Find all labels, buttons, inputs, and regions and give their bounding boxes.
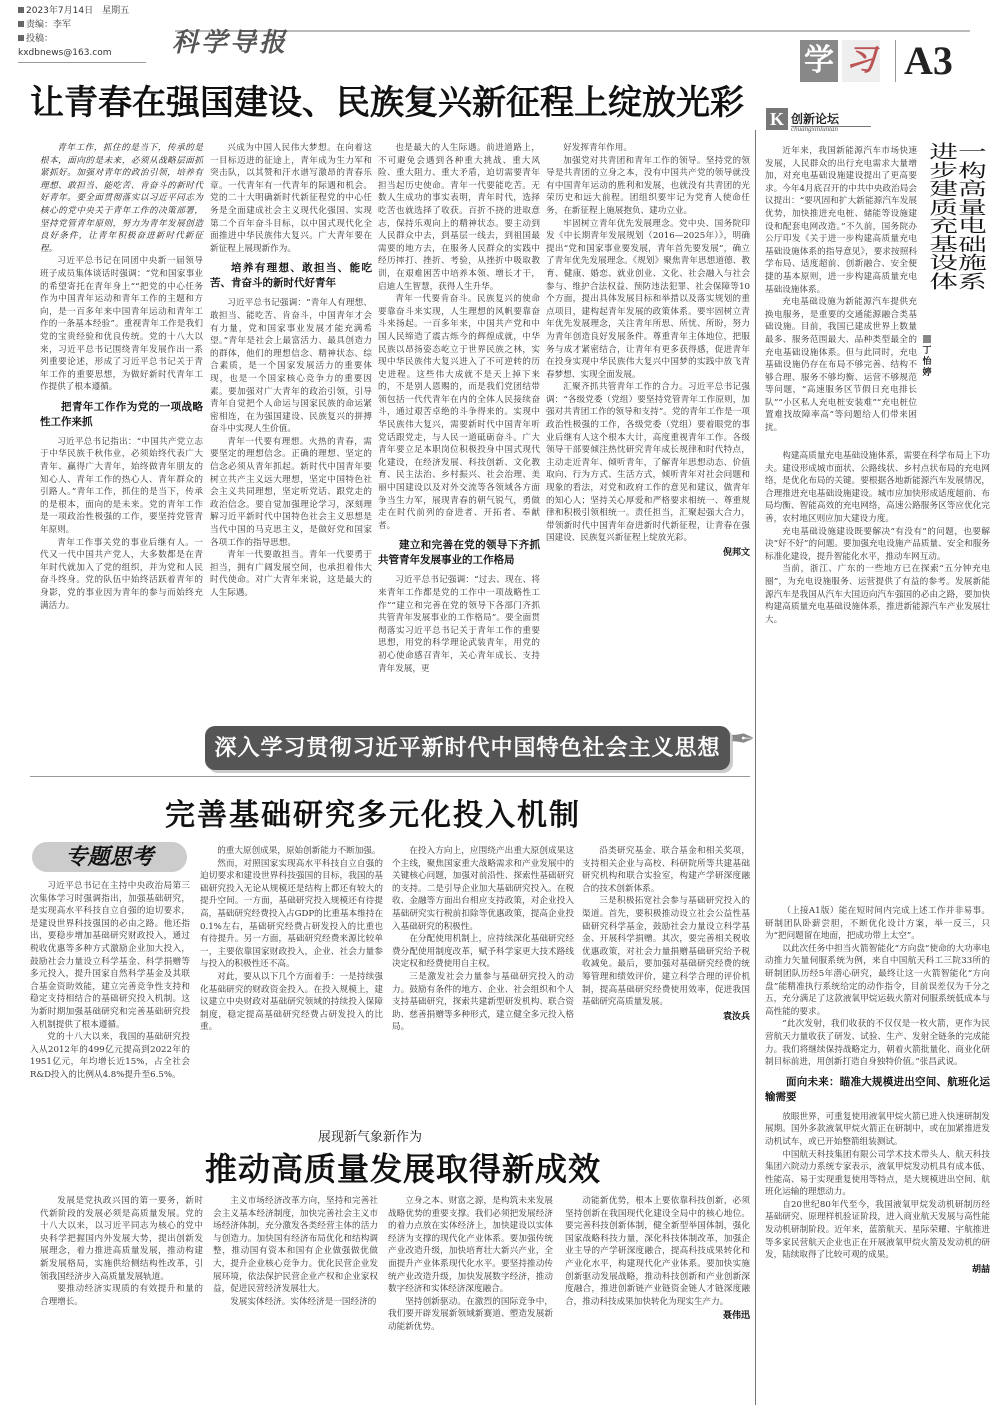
rail-author: 丁怡婷 xyxy=(921,335,933,379)
paragraph: 自20世纪80年代至今，我国液氧甲烷发动机研制历经基础研究、原理样机验证阶段，进入商业航天发展与高性能发动机研制阶段。近年来，蓝箭航天、星际荣耀、宇航推进等多家民营航天企业也正在开展液氧甲烷火箭及发动机的研发，陆续取得了比较可观的成果。 xyxy=(765,1199,990,1261)
editor: 责编：李军 xyxy=(18,18,146,32)
paragraph: 习近平总书记强调：“青年人有理想、敢担当、能吃苦、肯奋斗，中国青年才会有力量，党和国家事业发展才能充满希望。”青年是社会上最富活力、最具创造力的群体，他们的理想信念、精神状态、综合素质，是一个国家发展活力的重要体现，也是一个国家核心竞争力的重要因素。要加强对广大青年的政治引领，引导青年自觉把个人命运与国家民族的命运紧密相连，在为强国建设、民族复兴的拼搏奋斗中实现人生价值。 xyxy=(210,298,372,435)
paragraph: （上接A1版）能在短时间内完成上述工作并非易事。研制团队卧薪尝胆，不断优化设计方案，举一反三，只为“把问题留在地面，把成功带上太空”。 xyxy=(765,906,990,942)
top-rule xyxy=(175,30,970,32)
paragraph: 汇聚齐抓共管青年工作的合力。习近平总书记强调：“各级党委（党组）要坚持党管青年工作原则，加强对共青团工作的领导和支持”。党的青年工作是一项政治性极强的工作，各级党委（党组）要着眼党的事业后继有人这个根本大计，高度重视青年工作。各级领导干部要倾注热忱研究青年成长规律和时代特点，主动走近青年、倾听青年，了解青年思想动态、价值取向、行为方式、生活方式，倾听青年对社会问题和现象的看法，对党和政府工作的意见和建议，做青年的知心人；坚持关心厚爱和严格要求相统一、尊重规律和积极引领相统一。责任担当，汇聚起强大合力，带领新时代中国青年奋进新时代新征程，让青春在强国建设、民族复兴新征程上绽放光彩。 xyxy=(546,382,750,544)
article1-col2 xyxy=(210,142,372,697)
paragraph: 中国航天科技集团有限公司学术技术带头人、航天科技集团六院动力系统专家表示，液氧甲烷发动机具有成本低、性能高、易于实现重复使用等特点，是大规模进出空间、航班化运输的理想动力。 xyxy=(765,1149,990,1198)
rail2-article xyxy=(765,905,990,1405)
paragraph: 坚持创新驱动。在激烈的国际竞争中，我们要开辟发展新领域新赛道、塑造发展新动能新优势。 xyxy=(388,1296,553,1332)
article2-col1 xyxy=(30,880,190,1080)
paragraph: 然而，对照国家实现高水平科技自立自强的迫切要求和建设世界科技强国的目标，我国的基础研究投入无论从规模还是结构上都还有较大的提升空间。一方面，基础研究投入规模还有待提高，基础研究经费投入占GDP的比重基本维持在0.1%左右，基础研究经费占研发投入的比重也有待提升。另一方面，基础研究经费来源比较单一，主要依靠国家财政投入，企业、社会力量参与投入的积极性还不高。 xyxy=(200,858,383,970)
article2-author: 袁汝兵 xyxy=(722,1011,750,1022)
paragraph: 在投入方向上，应围绕产出重大原创成果这个主线，聚焦国家重大战略需求和产业发展中的关键核心问题，加强对前沿性、探索性基础研究的支持。二是引导企业加大基础研究投入。在税收、金融等方面出台相应支持政策，对企业投入基础研究实行税前扣除等优惠政策，提高企业投入基础研究的积极性。 xyxy=(392,846,574,932)
paragraph: 习近平总书记强调：“过去、现在、将来青年工作都是党的工作中一项战略性工作”“建立和完善在党的领导下各部门齐抓共管青年发展事业的工作格局”。要全面贯彻落实习近平总书记关于青年工作的重要思想，用党的科学理论武装青年，用党的初心使命感召青年，关心青年成长、支持青年发展，更 xyxy=(378,575,540,674)
paragraph: 当前，浙江、广东的一些地方已在探索“五分钟充电圈”，为充电设施服务、运营提供了有益的参考。发展新能源汽车是我国从汽车大国迈向汽车强国的必由之路，要加快构建高质量充电基础设施体系，推进新能源汽车产业发展壮大。 xyxy=(765,564,990,625)
paragraph: 在分配使用机制上，应持续深化基础研究经费分配使用制度改革，赋予科学家更大技术路线决定权和经费使用自主权。 xyxy=(392,934,574,970)
rail-divider xyxy=(755,130,756,1405)
paragraph: 青年一代要敢担当。青年一代要勇于担当，拥有广阔发展空间，也承担着伟大时代使命。对广大青年来说，这是最大的人生际遇。 xyxy=(210,550,372,598)
issue-date: 2023年7月14日 星期五 xyxy=(18,4,146,18)
paragraph: 发展是党执政兴国的第一要务，新时代新阶段的发展必须是高质量发展。党的十八大以来，以习近平同志为核心的党中央科学把握国内外发展大势，提出创新发展理念，着力推进高质量发展，推动构建新发展格局，实施供给侧结构性改革，引领我国经济步入高质量发展轨道。 xyxy=(40,1196,203,1282)
article2-col4 xyxy=(582,845,750,1070)
article1-subhead2: 培养有理想、敢担当、能吃苦、肯奋斗的新时代好青年 xyxy=(210,262,372,290)
article3-col4 xyxy=(565,1195,750,1405)
rail-headline xyxy=(929,142,987,444)
paragraph: 青年一代要肯奋斗。民族复兴的使命要靠奋斗来实现，人生理想的风帆要靠奋斗来扬起。一百多年来，中国共产党和中国人民缔造了震古烁今的辉煌成就，中华民族以昂扬姿态屹立于世界民族之林，实现中华民族伟大复兴进入了不可逆转的历史进程。这些伟大成就不是天上掉下来的，不是别人恩赐的，而是我们党团结带领包括一代代青年在内的全体人民接续奋斗，通过艰苦卓绝的斗争得来的。实现中华民族伟大复兴，需要新时代中国青年听党话跟党走，与人民一道砥砺奋斗。广大青年要立足本职岗位积极投身中国式现代化建设，在经济发展、科技创新、文化教育、民主法治、乡村振兴、社会治理、美丽中国建设以及对外交流等各领域各方面争当生力军，展现青春的朝气锐气，勇做走在时代前列的奋进者、开拓者、奉献者。 xyxy=(378,294,540,531)
paragraph: 好发挥青年作用。 xyxy=(563,143,632,153)
issue-meta xyxy=(18,4,146,63)
column-label: 创新论坛 xyxy=(791,112,871,127)
rail-headline-text: 进一步构建高质量充电基础设施体系 xyxy=(929,142,987,293)
article1-lead: 青年工作，抓住的是当下，传承的是根本，面向的是未来，必须从战略层面抓紧抓好。加强对青年的政治引领，培养有理想、敢担当、能吃苦、肯奋斗的新时代好青年。要全面贯彻落实以习近平同志为核心的党中央关于青年工作的决策部署，坚持党管青年原则，努力为青年发展创造良好条件，让青年积极奋进新时代新征程。 xyxy=(40,143,203,254)
rail-col-top xyxy=(765,145,917,445)
paragraph: 构建高质量充电基础设施体系，需要在科学布局上下功夫。建设形成城市面状、公路线状、乡村点状布局的充电网络，是优化布局的关键。要根据各地新能源汽车发展情况，合理推进充电基础设施建设。城市应加快形成适度超前、布局均衡、智能高效的充电网络，高速公路服务区等应优化完善，农村地区则应加大建设力度。 xyxy=(765,451,990,524)
paragraph: 主义市场经济改革方向，坚持和完善社会主义基本经济制度，加快完善社会主义市场经济体制，充分激发各类经营主体的活力与创造力。加快国有经济布局优化和结构调整，推动国有资本和国有企业做强做优做大，提升企业核心竞争力。优化民营企业发展环境，依法保护民营企业产权和企业家权益，促进民营经济发展壮大。 xyxy=(213,1196,378,1295)
paragraph: 沿类研究基金、联合基金和相关奖项，支持相关企业与高校、科研院所等共建基础研究机构和联合实验室，构建产学研深度融合的技术创新体系。 xyxy=(582,846,750,894)
paragraph: 三是积极拓宽社会参与基础研究投入的渠道。首先，要积极推动设立社会公益性基础研究科学基金，鼓励社会力量设立科学基金、开展科学捐赠。其次，要完善相关税收优惠政策，对社会力量捐赠基础研究给予税收减免。最后，要加强对基础研究经费的统筹管理和绩效评价，建立科学合理的评价机制，提高基础研究经费使用效率，促进我国基础研究高质量发展。 xyxy=(582,896,750,1008)
paragraph: 发展实体经济。实体经济是一国经济的 xyxy=(230,1296,377,1307)
article1-col4 xyxy=(546,142,750,697)
article1-subhead1: 把青年工作作为党的一项战略性工作来抓 xyxy=(40,400,203,428)
k-icon: K xyxy=(766,108,788,130)
paragraph: 要推动经济实现质的有效提升和量的合理增长。 xyxy=(40,1284,203,1307)
paragraph: 加强党对共青团和青年工作的领导。坚持党的领导是共青团的立身之本，没有中国共产党的领导就没有中国青年运动的胜利和发展，也就没有共青团的光荣历史和远大前程。团组织要牢记为党育人使命任务，在新征程上施展抱负、建功立业。 xyxy=(546,155,750,216)
paragraph: 习近平总书记在同团中央新一届领导班子成员集体谈话时强调：“党和国家事业的希望寄托在青年身上”“把党的中心任务作为中国青年运动和青年工作的主题和方向，是一百多年来中国青年运动和青年工作的一条基本经验”。重视青年工作是我们党的宝贵经验和优良传统。党的十八大以来，习近平总书记围绕青年发展作出一系列重要论述，形成了习近平总书记关于青年工作的重要思想，为做好新时代青年工作提供了根本遵循。 xyxy=(40,256,203,393)
paragraph: 牢固树立青年优先发展理念。党中央、国务院印发《中长期青年发展规划（2016—2025年）》，明确提出“党和国家事业要发展，青年首先要发展”，确立了青年优先发展理念。《规划》聚焦青年思想道德、教育、健康、婚恋、就业创业、文化、社会融入与社会参与、维护合法权益、预防违法犯罪、社会保障等10个方面，提出具体发展目标和举措以及落实规划的重点项目，建构起青年发展的政策体系。要牢固树立青年优先发展理念，关注青年所思、所忧、所盼，努力为青年创造良好发展条件。尊重青年主体地位，把服务与成才紧密结合，让青年有更多获得感，促进青年在投身实现中华民族伟大复兴中国梦的实践中放飞青春梦想、实现全面发展。 xyxy=(546,218,750,380)
article3-headline: 推动高质量发展取得新成效 xyxy=(205,1150,602,1188)
rail2-author: 胡喆 xyxy=(971,1264,990,1275)
paragraph: 充电基础设施为新能源汽车提供充换电服务，是重要的交通能源融合类基础设施。目前，我国已建成世界上数量最多、服务范围最大、品种类型最全的充电基础设施体系。但与此同时，充电基础设施仍存在布局不够完善、结构不够合理、服务不够均衡、运营不够规范等问题，“高速服务区节假日充电排长队”“小区私人充电桩安装难”“充电桩位置难找故障率高”等问题给人们带来困扰。 xyxy=(765,297,917,434)
section-divider xyxy=(30,776,750,777)
article1-headline: 让青春在强国建设、民族复兴新征程上绽放光彩 xyxy=(30,83,744,123)
article2-col3 xyxy=(392,845,574,1070)
article2-headline: 完善基础研究多元化投入机制 xyxy=(165,798,581,833)
paragraph: 的重大原创成果，原始创新能力不断加强。 xyxy=(217,846,381,856)
article1-subhead3: 建立和完善在党的领导下齐抓共管青年发展事业的工作格局 xyxy=(378,539,540,567)
paragraph: 兴成为中国人民伟大梦想。在向着这一目标迈进的征途上，青年成为生力军和突击队，以其赞和汗水谱写激昂的青春乐章。一代青年有一代青年的际遇和机会。党的二十大明确新时代新征程党的中心任务是全面建成社会主义现代化强国、实现第二个百年奋斗目标，以中国式现代化全面推进中华民族伟大复兴。广大青年要在新征程上展现新作为。 xyxy=(210,143,372,254)
paragraph: 三是激发社会力量参与基础研究投入的动力。鼓励有条件的地方、企业、社会组织和个人支持基础研究，探索共建新型研发机构、联合资助、慈善捐赠等多种形式，建立健全多元投入格局。 xyxy=(392,971,574,1033)
rail-col-bottom xyxy=(765,450,990,897)
article3-author: 聂伟迅 xyxy=(722,1311,750,1322)
article1-author: 倪邦文 xyxy=(722,548,750,558)
submission-email: 投稿：kxdbnews@163.com xyxy=(18,32,146,60)
paragraph: 党的十八大以来，我国的基础研究投入从2012年的499亿元提高到2022年的1951亿元，年均增长近15%，占全社会R&D投入的比例从4.8%提升至6.5%。 xyxy=(30,1032,190,1080)
newspaper-logo: 科学导报 xyxy=(172,28,289,58)
paragraph: 习近平总书记在主持中央政治局第三次集体学习时强调指出，加强基础研究，是实现高水平科技自立自强的迫切要求，是建设世界科技强国的必由之路。他还指出，要稳步增加基础研究财政投入，通过税收优惠等多种方式激励企业加大投入，鼓励社会力量设立科学基金、科学捐赠等多元投入，提升国家自然科学基金及其联合基金资助效能，建立完善竞争性支持和稳定支持相结合的基础研究投入机制。这为新时期加强基础研究和完善基础研究投入机制提供了根本遵循。 xyxy=(30,881,190,1030)
paragraph: 充电基础设施建设既要解决“有没有”的问题，也要解决“好不好”的问题。要加强充电设施产品质量、安全和服务标准化建设，提升智能化水平，推动车网互动。 xyxy=(765,526,990,562)
page-number: A3 xyxy=(895,40,953,82)
article1-col3 xyxy=(378,142,540,697)
paragraph: “此次发射，我们收获的不仅仅是一枚火箭，更作为民营航天力量收获了研发、试验、生产、发射全链条的完成能力。我们将继续保持战略定力，朝着火箭批量化、商业化研制目标前进，用创新打造自身独特价值。”张昌武说。 xyxy=(765,1019,990,1068)
article2-col2 xyxy=(200,845,383,1070)
pen-icon: ✒ xyxy=(730,722,756,757)
article3-col1 xyxy=(40,1195,203,1405)
paragraph: 也是最大的人生际遇。前进道路上，不可避免会遇到各种重大挑战、重大风险、重大阻力、重大矛盾，迫切需要青年担当起历史使命。青年一代要能吃苦。无数人生成功的事实表明，青年时代，选择吃苦也就选择了收获。百折不挠的进取意志，保持乐观向上的精神状态。要主动到人民群众中去，到基层一线去，到祖国最需要的地方去，在服务人民群众的实践中经历摔打、挫折、考验，从挫折中吸取教训，在艰难困苦中培养本领、增长才干，启迪人生智慧，获得人生升华。 xyxy=(378,143,540,292)
theme-banner: 深入学习贯彻习近平新时代中国特色社会主义思想 xyxy=(205,726,730,770)
paragraph: 习近平总书记指出：“中国共产党立志于中华民族千秋伟业，必须始终代表广大青年、赢得广大青年，始终做青年朋友的知心人、青年工作的热心人、青年群众的引路人。”青年工作，抓住的是当下，传承的是根本，面向的是未来。党的青年工作是一项政治性极强的工作，要坚持党管青年原则。 xyxy=(40,436,203,536)
article1-col1 xyxy=(40,142,203,697)
article3-subtitle: 展现新气象新作为 xyxy=(318,1130,423,1145)
paragraph: 放眼世界，可重复使用液氧甲烷火箭已进入快速研制发展期。国外多款液氧甲烷火箭正在研制中，或在加紧推进发动机试车，或已开始整箭组装测试。 xyxy=(765,1111,990,1147)
section-badge-xi: 习 xyxy=(842,40,880,82)
section-badge-xue: 学 xyxy=(800,40,838,82)
rail2-subhead: 面向未来：瞄准大规模进出空间、航班化运输需要 xyxy=(765,1075,990,1103)
paragraph: 以此次任务中担当火箭智能化“方向盘”使命的大功率电动推力矢量伺服系统为例，来自中国航天科工三院33所的研制团队历经5年潜心研究，最终让这一火箭智能化“方向盘”能精准执行系统给定的动作指令，目前误差仅为千分之五，充分满足了这款液氧甲烷运载火箭对伺服系统低成本与高性能的要求。 xyxy=(765,943,990,1017)
paragraph: 动能新优势，根本上要依靠科技创新，必须坚持创新在我国现代化建设全局中的核心地位。要完善科技创新体制，健全新型举国体制，强化国家战略科技力量，深化科技体制改革，加强企业主导的产学研深度融合，提高科技成果转化和产业化水平，构建现代化产业体系。要加快实施创新驱动发展战略，推动科技创新和产业创新深度融合，推进创新链产业链资金链人才链深度融合，推动科技成果加快转化为现实生产力。 xyxy=(565,1196,750,1307)
paragraph: 青年一代要有理想。火热的青春，需要坚定的理想信念。正确的理想、坚定的信念必须从青年抓起。新时代中国青年要树立共产主义远大理想，坚定中国特色社会主义共同理想，坚定听党话、跟党走的政治信念。要自觉加强理论学习，深刻理解习近平新时代中国特色社会主义思想是当代中国的马克思主义，是做好党和国家各项工作的指导思想。 xyxy=(210,436,372,548)
column-label-zhuanti: 专题思考 xyxy=(32,842,187,872)
article3-col3 xyxy=(388,1195,553,1405)
paragraph: 青年工作事关党的事业后继有人。一代又一代中国共产党人，大多数都是在青年时代就加入了党的组织，并为党和人民奋斗终身。党的队伍中始终活跃着青年的身影，党的事业因为青年的参与而始终充满活力。 xyxy=(40,537,203,611)
article3-col2 xyxy=(213,1195,378,1405)
column-logo-chuangxin xyxy=(766,108,871,133)
paragraph: 立身之本、财富之源，是构筑未来发展战略优势的重要支撑。我们必须把发展经济的着力点放在实体经济上，加快建设以实体经济为支撑的现代化产业体系。要加强传统产业改造升级，加快培育壮大新兴产业，全面提升产业体系现代化水平。要坚持推动传统产业改造升级，加快发展数字经济，推动数字经济和实体经济深度融合。 xyxy=(388,1196,553,1295)
column-pinyin: chuangxinluntan xyxy=(791,125,839,133)
paragraph: 近年来，我国新能源汽车市场快速发展，人民群众的出行充电需求大量增加，对充电基础设施建设提出了更高要求。今年4月底召开的中共中央政治局会议提出：“要巩固和扩大新能源汽车发展优势，加快推进充电桩、储能等设施建设和配套电网改造。”不久前，国务院办公厅印发《关于进一步构建高质量充电基础设施体系的指导意见》，要求按照科学布局、适度超前、创新融合、安全便捷的基本原则，进一步构建高质量充电基础设施体系。 xyxy=(765,146,917,295)
paragraph: 对此，要从以下几个方面着手：一是持续强化基础研究的财政资金投入。在投入规模上，建议建立中央财政对基础研究领域的持续投入保障制度，稳定提高基础研究经费占研发投入的比重。 xyxy=(200,971,383,1033)
